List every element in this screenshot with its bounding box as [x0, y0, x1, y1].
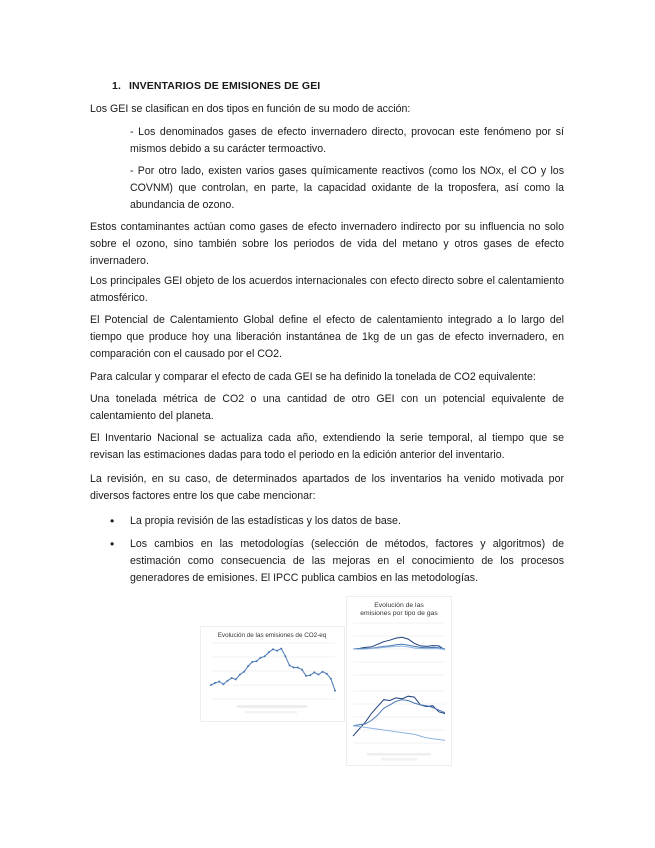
figure-gas-type-evolution [346, 596, 452, 766]
data-point [317, 674, 319, 676]
series-line [353, 700, 445, 726]
data-point [243, 671, 245, 673]
paragraph-ton-definition: Una tonelada métrica de CO2 o una cantidad de otro GEI con un potencial equivalente de calentamiento del planeta. [90, 393, 564, 422]
caption-placeholder [367, 753, 431, 756]
data-point [214, 682, 216, 684]
data-point [330, 678, 332, 680]
data-point [313, 671, 315, 673]
paragraph-warming-potential: El Potencial de Calentamiento Global define el efecto de calentamiento integrado a lo largo del tiempo que produce hoy una liberación instantánea de 1kg de un gas de efecto invernadero, en comparación con el causado por el CO2. [90, 314, 564, 360]
data-point [222, 683, 224, 685]
data-point [268, 651, 270, 653]
paragraph-revision: La revisión, en su caso, de determinados apartados de los inventarios ha venido motivada por diversos factores entre los que cabe mencionar: [90, 473, 564, 502]
data-point [264, 655, 266, 657]
data-point [309, 674, 311, 676]
data-point [218, 681, 220, 683]
data-point [251, 661, 253, 663]
legend-caption-placeholder [237, 705, 307, 708]
data-point [322, 671, 324, 673]
data-point [239, 674, 241, 676]
series-line [353, 726, 445, 741]
paragraph-intro: Los GEI se clasifican en dos tipos en función de su modo de acción: [90, 103, 411, 115]
paragraph-national-inventory: El Inventario Nacional se actualiza cada año, extendiendo la serie temporal, al tiempo que se revisan las estimaciones dadas para todo el periodo en la edición anterior del inventario. [90, 432, 564, 461]
section-number: 1. [112, 80, 121, 92]
paragraph-co2-equivalent: Para calcular y comparar el efecto de cada GEI se ha definido la tonelada de CO2 equivalente: [90, 371, 536, 383]
data-point [280, 648, 282, 650]
series-line [211, 649, 335, 691]
bullet-icon: • [110, 514, 115, 528]
co2eq-chart [201, 627, 344, 721]
data-point [301, 669, 303, 671]
figure-co2eq-evolution [200, 626, 345, 722]
data-point [231, 677, 233, 679]
data-point [284, 655, 286, 657]
data-point [305, 675, 307, 677]
chart-title-line2: emisiones por tipo de gas [360, 610, 438, 617]
gas-type-charts [347, 597, 451, 765]
data-point [235, 678, 237, 680]
data-point [297, 667, 299, 669]
data-point [326, 673, 328, 675]
section-heading [112, 80, 320, 92]
data-point [255, 660, 257, 662]
source-caption-placeholder [245, 711, 297, 714]
data-point [334, 690, 336, 692]
source-placeholder [381, 758, 417, 761]
data-point [260, 657, 262, 659]
paragraph-indirect-effect: Estos contaminantes actúan como gases de efecto invernadero indirecto por su influencia no solo sobre el ozono, sino también sobre los periodos de vida del metano y otros gases de efecto invernadero. [90, 221, 564, 267]
data-point [293, 667, 295, 669]
list-item-text: Los cambios en las metodologías (selección de métodos, factores y algoritmos) de estimación como consecuencia de las mejoras en el conocimiento de los procesos generadores de emisiones. El IPCC publica cambios en las metodologías. [130, 538, 564, 584]
list-item-text: La propia revisión de las estadísticas y los datos de base. [130, 515, 401, 527]
data-point [276, 650, 278, 652]
paragraph-main-gei: Los principales GEI objeto de los acuerdos internacionales con efecto directo sobre el calentamiento atmosférico. [90, 275, 564, 304]
section-title: INVENTARIOS DE EMISIONES DE GEI [128, 80, 321, 92]
data-point [272, 648, 274, 650]
data-point [210, 684, 212, 686]
data-point [289, 664, 291, 666]
chart-title: Evolución de las emisiones de CO2-eq [217, 632, 327, 639]
paragraph-direct-gases: - Los denominados gases de efecto invernadero directo, provocan este fenómeno por sí mismos debido a su carácter termoactivo. [130, 126, 564, 155]
data-point [247, 665, 249, 667]
bullet-icon: • [110, 537, 115, 551]
chart-title-line1: Evolución de las [374, 602, 424, 609]
data-point [227, 680, 229, 682]
paragraph-reactive-gases: - Por otro lado, existen varios gases químicamente reactivos (como los NOx, el CO y los COVNM) que controlan, en parte, la capacidad oxidante de la troposfera, así como la abundancia de ozono. [130, 165, 564, 211]
